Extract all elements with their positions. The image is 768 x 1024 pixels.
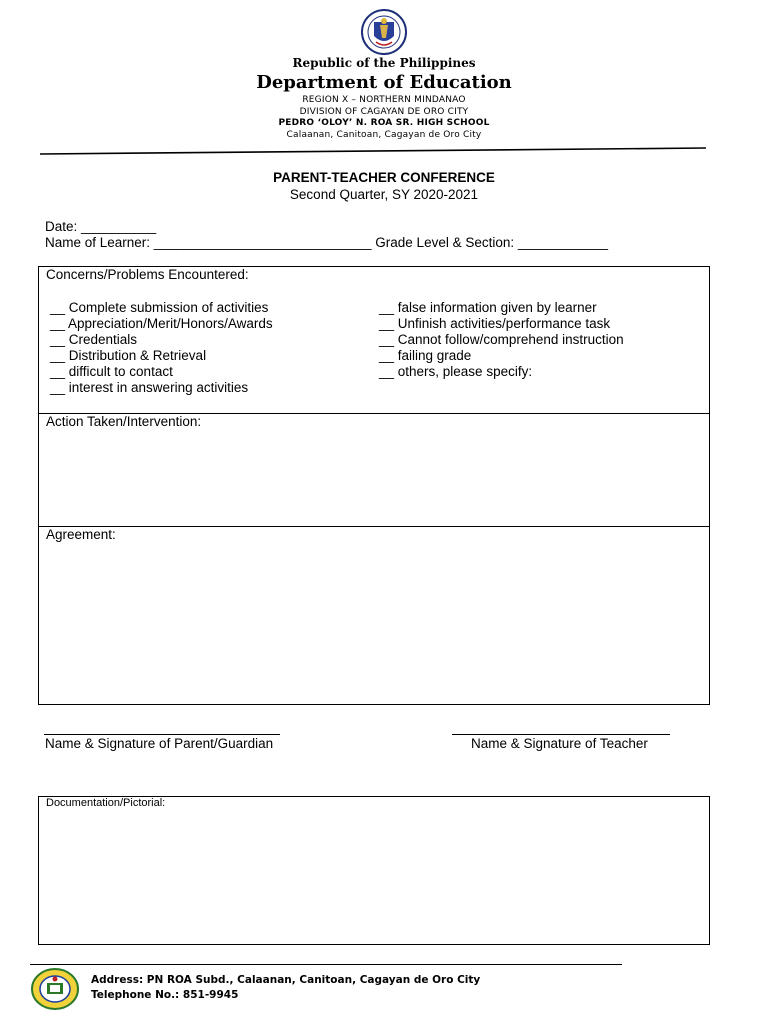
header-division: DIVISION OF CAGAYAN DE ORO CITY (299, 107, 469, 117)
teacher-signature-line[interactable] (452, 734, 670, 735)
header-region: REGION X – NORTHERN MINDANAO (302, 95, 466, 105)
concern-item[interactable]: __ others, please specify: (379, 364, 533, 379)
footer-address: Address: PN ROA Subd., Calaanan, Canitoan, Cagayan de Oro City (91, 974, 481, 986)
concern-item[interactable]: __ Cannot follow/comprehend instruction (379, 332, 624, 347)
documentation-section[interactable] (38, 796, 710, 945)
concern-item[interactable]: __ false information given by learner (379, 300, 597, 315)
documentation-heading: Documentation/Pictorial: (46, 797, 166, 809)
concern-item[interactable]: __ difficult to contact (50, 364, 173, 379)
concern-item[interactable]: __ Unfinish activities/performance task (379, 316, 611, 331)
agreement-section[interactable] (38, 526, 710, 705)
header-location: Calaanan, Canitoan, Cagayan de Oro City (286, 130, 482, 140)
parent-signature-line[interactable] (44, 734, 280, 735)
school-logo (30, 967, 80, 1011)
footer-divider (30, 964, 622, 965)
deped-seal-logo (356, 8, 412, 56)
header-school: PEDRO ‘OLOY’ N. ROA SR. HIGH SCHOOL (278, 118, 490, 128)
header-department: Department of Education (256, 72, 512, 93)
concerns-heading: Concerns/Problems Encountered: (46, 267, 249, 282)
action-section[interactable] (38, 413, 710, 527)
concern-item[interactable]: __ Credentials (50, 332, 138, 347)
concerns-section (38, 266, 710, 414)
form-subtitle: Second Quarter, SY 2020-2021 (289, 187, 479, 202)
footer-telephone: Telephone No.: 851-9945 (91, 989, 239, 1001)
concern-item[interactable]: __ Complete submission of activities (50, 300, 269, 315)
concern-item[interactable]: __ Distribution & Retrieval (50, 348, 207, 363)
concern-item[interactable]: __ Appreciation/Merit/Honors/Awards (50, 316, 273, 331)
header-divider (0, 144, 768, 158)
date-field[interactable]: Date: __________ (45, 219, 157, 234)
agreement-heading: Agreement: (46, 527, 116, 542)
parent-signature-label: Name & Signature of Parent/Guardian (45, 736, 274, 751)
action-heading: Action Taken/Intervention: (46, 414, 202, 429)
header-country: Republic of the Philippines (292, 56, 476, 70)
concern-item[interactable]: __ failing grade (379, 348, 472, 363)
concern-item[interactable]: __ interest in answering activities (50, 380, 249, 395)
learner-field[interactable]: Name of Learner: _____________________________ Grade Level & Section: ____________ (45, 235, 608, 250)
form-title: PARENT-TEACHER CONFERENCE (273, 170, 495, 185)
teacher-signature-label: Name & Signature of Teacher (471, 736, 648, 751)
